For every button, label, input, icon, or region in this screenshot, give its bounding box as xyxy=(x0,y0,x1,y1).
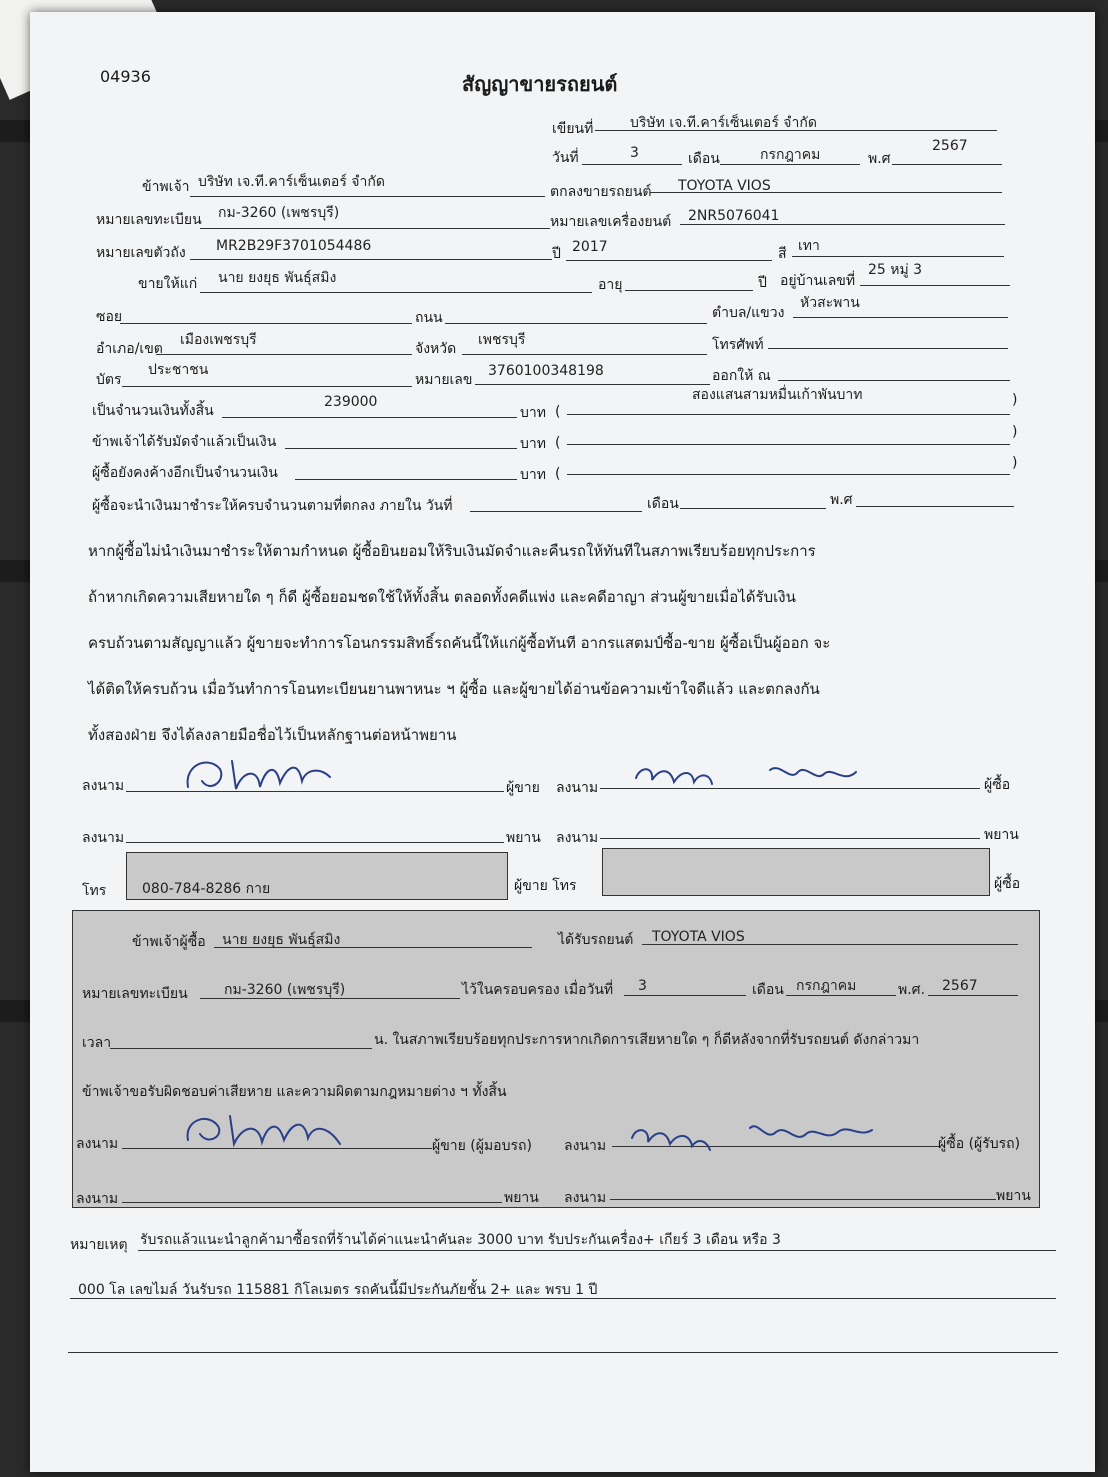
deposit-open-paren: ( xyxy=(555,435,561,451)
soi-line xyxy=(120,323,412,324)
car-year-value: 2017 xyxy=(572,239,608,255)
remaining-line xyxy=(295,479,517,480)
deadline-day-line xyxy=(470,511,642,512)
card-number-line xyxy=(475,384,710,385)
receipt-seller-signature xyxy=(180,1104,360,1154)
age-year-label: ปี xyxy=(758,275,767,291)
date-value: 3 xyxy=(630,145,639,161)
sell-to-label: ขายให้แก่ xyxy=(138,276,198,292)
month-value: กรกฎาคม xyxy=(760,147,821,163)
province-line xyxy=(462,354,707,355)
district-value: เมืองเพชรบุรี xyxy=(180,332,257,348)
card-label: บัตร xyxy=(96,372,122,388)
written-at-label: เขียนที่ xyxy=(552,121,594,137)
buyer-name-line xyxy=(200,292,592,293)
soi-label: ซอย xyxy=(96,309,123,325)
remaining-baht-label: บาท xyxy=(520,467,546,483)
receipt-witness1-sign-label: ลงนาม xyxy=(76,1191,119,1207)
receipt-buyer-label: ข้าพเจ้าผู้ซื้อ xyxy=(132,934,206,950)
card-value: ประชาชน xyxy=(148,362,209,378)
deadline-year-label: พ.ศ xyxy=(830,492,853,508)
subdistrict-label: ตำบล/แขวง xyxy=(712,305,785,321)
age-line xyxy=(625,290,753,291)
receipt-witness2-sign-label: ลงนาม xyxy=(564,1190,607,1206)
receipt-month-line xyxy=(786,995,896,996)
road-label: ถนน xyxy=(415,310,443,326)
registration-line xyxy=(200,228,550,229)
card-number-label: หมายเลข xyxy=(415,372,473,388)
total-line xyxy=(222,417,517,418)
receipt-possession-label: ไว้ในครอบครอง เมื่อวันที่ xyxy=(462,982,614,998)
district-line xyxy=(156,354,412,355)
page-title: สัญญาขายรถยนต์ xyxy=(462,72,618,96)
witness1-sign-label: ลงนาม xyxy=(82,830,125,846)
seller-sign-role: ผู้ขาย xyxy=(506,780,540,796)
total-open-paren: ( xyxy=(555,404,561,420)
seller-label: ข้าพเจ้า xyxy=(142,179,190,195)
house-label: อยู่บ้านเลขที่ xyxy=(780,273,856,289)
year-value: 2567 xyxy=(932,138,968,154)
receipt-time-label: เวลา xyxy=(82,1035,112,1051)
chassis-line xyxy=(190,259,552,260)
receipt-received-value: TOYOTA VIOS xyxy=(652,929,745,945)
remarks-line-3 xyxy=(68,1352,1058,1353)
total-close-paren: ) xyxy=(1012,392,1018,408)
total-value: 239000 xyxy=(324,394,378,410)
witness2-role: พยาน xyxy=(984,827,1019,843)
receipt-buyer-role: ผู้ซื้อ (ผู้รับรถ) xyxy=(938,1136,1021,1152)
issued-at-label: ออกให้ ณ xyxy=(712,368,771,384)
remarks-label: หมายเหตุ xyxy=(70,1237,128,1253)
written-at-value: บริษัท เจ.ที.คาร์เซ็นเตอร์ จำกัด xyxy=(630,115,817,131)
seller-phone-label: โทร xyxy=(82,883,107,899)
receipt-seller-role: ผู้ขาย (ผู้มอบรถ) xyxy=(432,1138,532,1154)
receipt-seller-sign-label: ลงนาม xyxy=(76,1136,119,1152)
engine-label: หมายเลขเครื่องยนต์ xyxy=(550,214,672,230)
witness1-sign-line xyxy=(126,842,504,843)
receipt-witness2-role: พยาน xyxy=(996,1188,1031,1204)
buyer-name-value: นาย ยงยุธ พันธุ์สมิง xyxy=(218,270,337,286)
date-label: วันที่ xyxy=(552,150,579,166)
card-number-value: 3760100348198 xyxy=(488,363,604,379)
road-line xyxy=(445,323,707,324)
receipt-buyer-value: นาย ยงยุธ พันธุ์สมิง xyxy=(222,932,341,948)
witness2-sign-line xyxy=(600,838,980,839)
receipt-year-line xyxy=(928,995,1018,996)
deposit-line xyxy=(285,448,517,449)
year-line xyxy=(892,164,1002,165)
deposit-words-line xyxy=(567,444,1010,445)
color-line xyxy=(792,256,1004,257)
card-line xyxy=(122,386,412,387)
engine-value: 2NR5076041 xyxy=(688,208,780,224)
province-value: เพชรบุรี xyxy=(478,332,526,348)
deadline-month-label: เดือน xyxy=(647,496,679,512)
registration-value: กม-3260 (เพชรบุรี) xyxy=(218,205,340,221)
registration-label: หมายเลขทะเบียน xyxy=(96,212,202,228)
car-year-label: ปี xyxy=(552,246,561,262)
district-label: อำเภอ/เขต xyxy=(96,341,163,357)
phone-label: โทรศัพท์ xyxy=(712,337,764,353)
receipt-witness2-line xyxy=(610,1199,996,1200)
house-value: 25 หมู่ 3 xyxy=(868,262,923,278)
receipt-month-value: กรกฎาคม xyxy=(796,978,857,994)
document-number: 04936 xyxy=(100,67,151,86)
issued-at-line xyxy=(778,380,1010,381)
month-line xyxy=(720,164,860,165)
house-line xyxy=(860,285,1010,286)
receipt-month-label: เดือน xyxy=(752,982,784,998)
terms-line-3: ครบถ้วนตามสัญญาแล้ว ผู้ขายจะทำการโอนกรรมสิทธิ์รถคันนี้ให้แก่ผู้ซื้อทันที อากรแสตมป์ซื้อ-ขาย ผู้ซื้อเป็นผู้ออก จะ xyxy=(88,634,831,652)
remaining-words-line xyxy=(567,474,1010,475)
witness2-sign-label: ลงนาม xyxy=(556,830,599,846)
deposit-label: ข้าพเจ้าได้รับมัดจำแล้วเป็นเงิน xyxy=(92,434,277,450)
buyer-signature xyxy=(630,754,870,794)
receipt-day-value: 3 xyxy=(638,978,647,994)
deadline-label: ผู้ซื้อจะนำเงินมาชำระให้ครบจำนวนตามที่ตกลง ภายใน วันที่ xyxy=(92,498,453,514)
buyer-phone-box xyxy=(602,848,990,896)
seller-sign-label: ลงนาม xyxy=(82,778,125,794)
car-value: TOYOTA VIOS xyxy=(678,178,771,194)
receipt-witness1-role: พยาน xyxy=(504,1190,539,1206)
remarks-line-1 xyxy=(138,1250,1056,1251)
deposit-close-paren: ) xyxy=(1012,424,1018,440)
receipt-witness1-line xyxy=(122,1202,502,1203)
year-label: พ.ศ xyxy=(868,151,891,167)
receipt-day-line xyxy=(624,995,746,996)
receipt-reg-value: กม-3260 (เพชรบุรี) xyxy=(224,982,346,998)
remaining-label: ผู้ซื้อยังคงค้างอีกเป็นจำนวนเงิน xyxy=(92,465,278,481)
month-label: เดือน xyxy=(688,151,720,167)
contract-sheet xyxy=(30,12,1095,1472)
deposit-baht-label: บาท xyxy=(520,436,546,452)
receipt-reg-label: หมายเลขทะเบียน xyxy=(82,986,188,1002)
remarks-text-2: 000 โล เลขไมล์ วันรับรถ 115881 กิโลเมตร รถคันนี้มีประกันภัยชั้น 2+ และ พรบ 1 ปี xyxy=(78,1282,598,1298)
chassis-value: MR2B29F3701054486 xyxy=(216,238,372,254)
seller-signature xyxy=(180,747,340,802)
receipt-time-line xyxy=(110,1048,372,1049)
receipt-buyer-signature xyxy=(626,1116,886,1156)
remarks-text-1: รับรถแล้วแนะนำลูกค้ามาซื้อรถที่ร้านได้ค่าแนะนำคันละ 3000 บาท รับประกันเครื่อง+ เกียร์ 3 เดือน หรือ 3 xyxy=(140,1232,781,1248)
deadline-month-line xyxy=(680,508,826,509)
deadline-year-line xyxy=(856,506,1014,507)
witness1-role: พยาน xyxy=(506,830,541,846)
total-label: เป็นจำนวนเงินทั้งสิ้น xyxy=(92,403,214,419)
receipt-time-suffix: น. ในสภาพเรียบร้อยทุกประการหากเกิดการเสียหายใด ๆ ก็ดีหลังจากที่รับรถยนต์ ดังกล่าวมา xyxy=(374,1032,920,1048)
remaining-close-paren: ) xyxy=(1012,455,1018,471)
chassis-label: หมายเลขตัวถัง xyxy=(96,245,186,261)
receipt-year-label: พ.ศ. xyxy=(898,982,926,998)
seller-line xyxy=(190,196,545,197)
seller-phone-value: 080-784-8286 กาย xyxy=(142,881,271,897)
terms-line-1: หากผู้ซื้อไม่นำเงินมาชำระให้ตามกำหนด ผู้ซื้อยินยอมให้ริบเงินมัดจำและคืนรถให้ทันทีในสภาพเรียบร้อยทุกประการ xyxy=(88,542,816,560)
terms-line-5: ทั้งสองฝ่าย จึงได้ลงลายมือชื่อไว้เป็นหลักฐานต่อหน้าพยาน xyxy=(88,726,457,744)
buyer-phone-role: ผู้ซื้อ xyxy=(994,876,1021,892)
terms-line-2: ถ้าหากเกิดความเสียหายใด ๆ ก็ดี ผู้ซื้อยอมชดใช้ให้ทั้งสิ้น ตลอดทั้งคดีแพ่ง และคดีอาญา ส่วนผู้ขายเมื่อได้รับเงิน xyxy=(88,588,796,606)
subdistrict-line xyxy=(793,317,1008,318)
province-label: จังหวัด xyxy=(415,341,457,357)
date-line xyxy=(582,164,682,165)
buyer-sign-role: ผู้ซื้อ xyxy=(984,777,1011,793)
terms-line-4: ได้ติดให้ครบถ้วน เมื่อวันทำการโอนทะเบียนยานพาหนะ ฯ ผู้ซื้อ และผู้ขายได้อ่านข้อความเข้าใจดีแล้ว และตกลงกัน xyxy=(88,680,820,698)
color-value: เทา xyxy=(798,238,820,254)
receipt-liability: ข้าพเจ้าขอรับผิดชอบค่าเสียหาย และความผิดตามกฎหมายต่าง ฯ ทั้งสิ้น xyxy=(82,1084,507,1100)
phone-line xyxy=(768,348,1008,349)
buyer-sign-label: ลงนาม xyxy=(556,780,599,796)
total-baht-label: บาท xyxy=(520,405,546,421)
receipt-section xyxy=(72,910,1040,1208)
receipt-buyer-sign-label: ลงนาม xyxy=(564,1138,607,1154)
subdistrict-value: หัวสะพาน xyxy=(800,295,860,311)
seller-value: บริษัท เจ.ที.คาร์เซ็นเตอร์ จำกัด xyxy=(198,174,385,190)
total-words-value: สองแสนสามหมื่นเก้าพันบาท xyxy=(692,387,863,403)
car-year-line xyxy=(566,260,772,261)
receipt-received-label: ได้รับรถยนต์ xyxy=(558,932,634,948)
color-label: สี xyxy=(778,246,787,262)
total-words-line xyxy=(567,414,1010,415)
buyer-phone-label: ผู้ขาย โทร xyxy=(514,878,577,894)
age-label: อายุ xyxy=(598,277,623,293)
receipt-year-value: 2567 xyxy=(942,978,978,994)
agree-sell-label: ตกลงขายรถยนต์ xyxy=(550,184,652,200)
remaining-open-paren: ( xyxy=(555,466,561,482)
